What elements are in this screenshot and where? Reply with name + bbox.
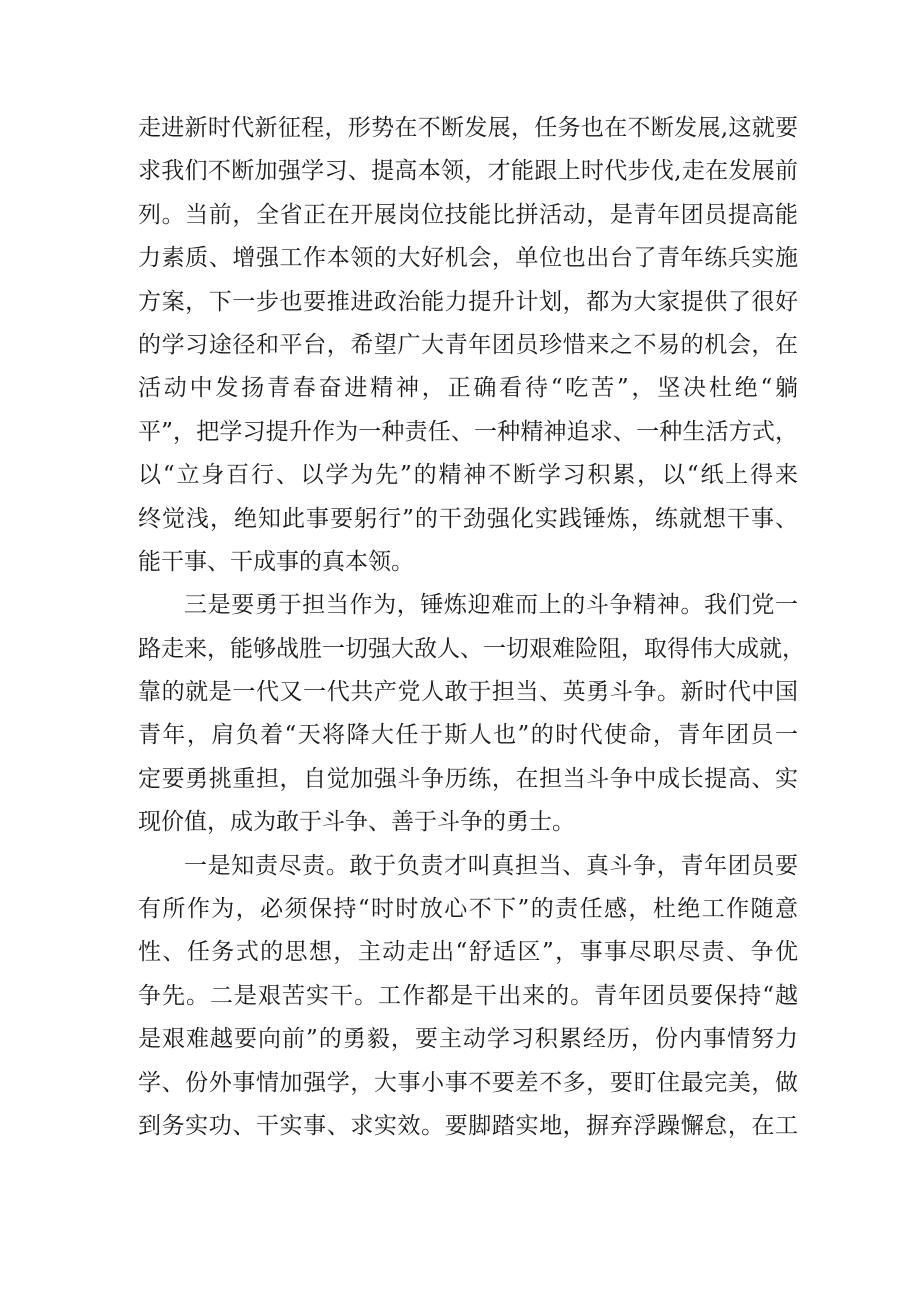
text-line: 有所作为，必须保持“时时放心不下”的责任感，杜绝工作随意: [138, 896, 798, 923]
paragraph: [138, 584, 805, 844]
text-line: 到务实功、干实事、求实效。要脚踏实地，摒弃浮躁懈怠，在工: [138, 1112, 798, 1139]
text-line: 定要勇挑重担，自觉加强斗争历练，在担当斗争中成长提高、实: [138, 765, 798, 792]
text-line: 列。当前，全省正在开展岗位技能比拼活动，是青年团员提高能: [138, 201, 798, 228]
paragraph: [138, 107, 798, 584]
text-line: 走进新时代新征程，形势在不断发展，任务也在不断发展,这就要: [138, 115, 798, 141]
text-line: 平”，把学习提升作为一种责任、一种精神追求、一种生活方式，: [138, 418, 798, 445]
text-line: 性、任务式的思想，主动走出“舒适区”，事事尽职尽责、争优: [138, 939, 798, 966]
text-line: 求我们不断加强学习、提高本领，才能跟上时代步伐,走在发展前: [138, 158, 798, 185]
paragraph: [138, 845, 798, 1149]
text-line: 青年，肩负着“天将降大任于斯人也”的时代使命，青年团员一: [138, 722, 798, 749]
text-line: 能干事、干成事的真本领。: [138, 548, 414, 575]
text-line: 争先。二是艰苦实干。工作都是干出来的。青年团员要保持“越: [138, 982, 798, 1009]
body-text: [138, 107, 805, 1148]
text-line: 三是要勇于担当作为，锤炼迎难而上的斗争精神。我们党一: [184, 592, 798, 619]
text-line: 现价值，成为敢于斗争、善于斗争的勇士。: [138, 809, 575, 836]
text-line: 以“立身百行、以学为先”的精神不断学习积累，以“纸上得来: [138, 462, 798, 489]
text-line: 是艰难越要向前”的勇毅，要主动学习积累经历，份内事情努力: [138, 1026, 798, 1053]
text-line: 学、份外事情加强学，大事小事不要差不多，要盯住最完美，做: [138, 1069, 798, 1096]
text-line: 力素质、增强工作本领的大好机会，单位也出台了青年练兵实施: [138, 245, 798, 272]
text-line: 的学习途径和平台，希望广大青年团员珍惜来之不易的机会，在: [138, 331, 798, 358]
text-line: 方案，下一步也要推进政治能力提升计划，都为大家提供了很好: [138, 288, 798, 315]
text-line: 路走来，能够战胜一切强大敌人、一切艰难险阻，取得伟大成就，: [138, 635, 805, 662]
text-line: 活动中发扬青春奋进精神，正确看待“吃苦”，坚决杜绝“躺: [138, 375, 798, 402]
text-line: 一是知责尽责。敢于负责才叫真担当、真斗争，青年团员要: [184, 852, 798, 879]
text-line: 终觉浅，绝知此事要躬行”的干劲强化实践锤炼，练就想干事、: [138, 505, 798, 532]
text-line: 靠的就是一代又一代共产党人敢于担当、英勇斗争。新时代中国: [138, 679, 798, 706]
